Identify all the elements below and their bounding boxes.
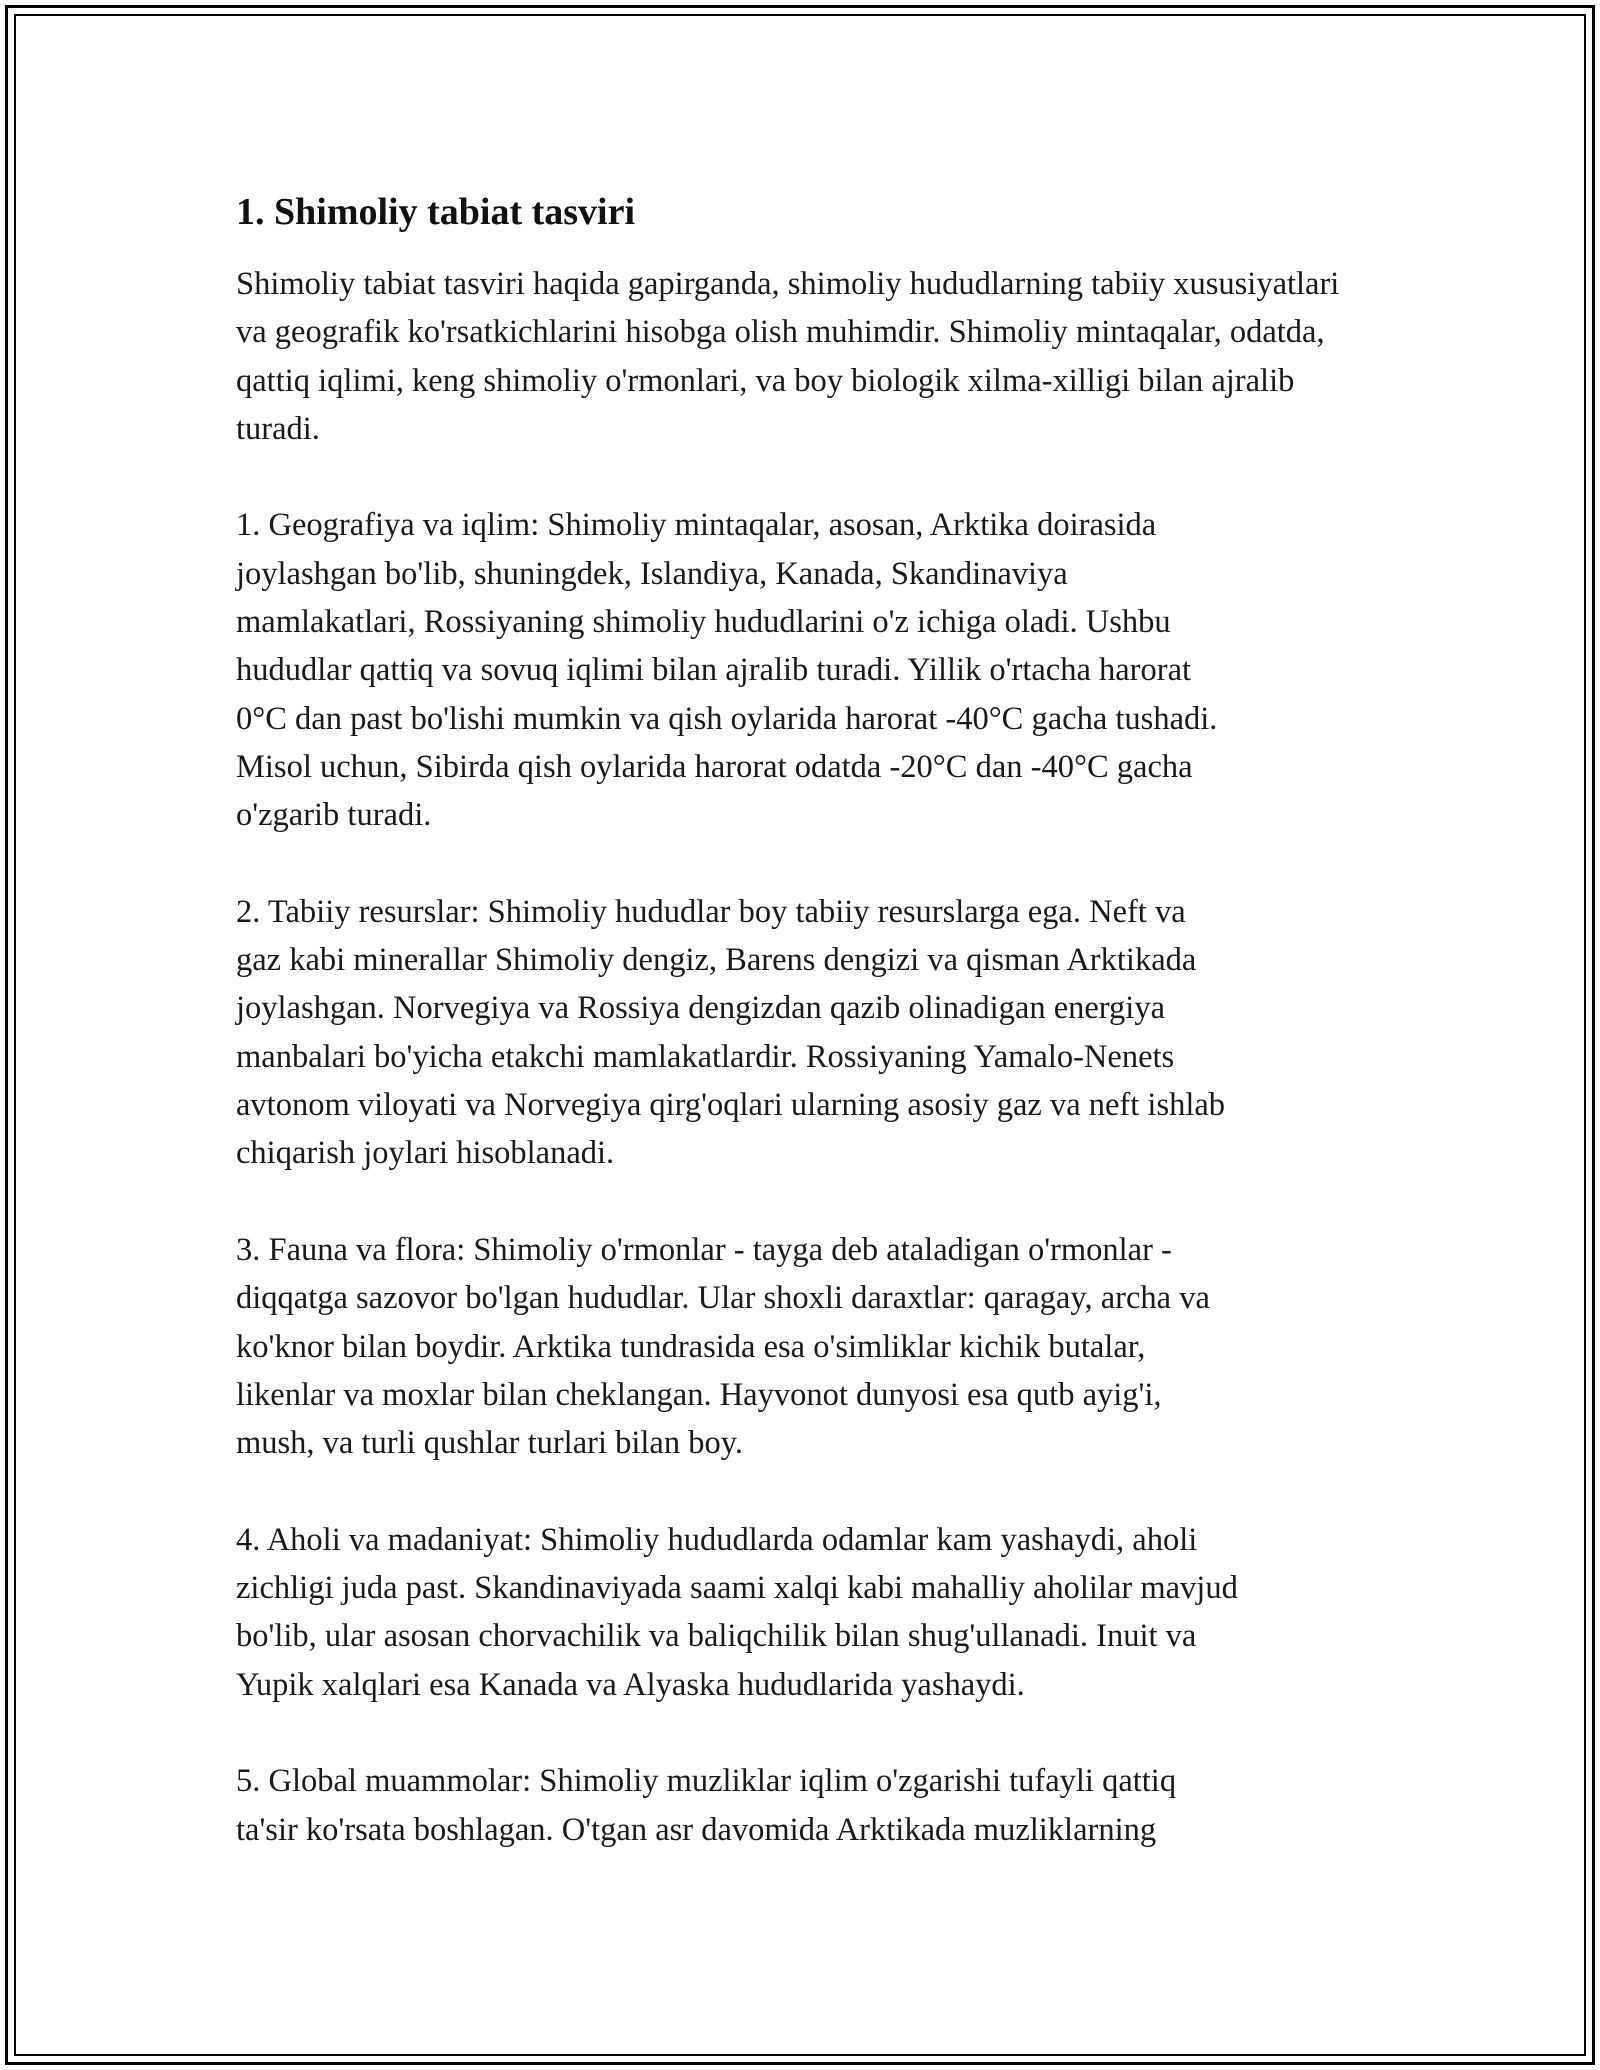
section-line: 5. Global muammolar: Shimoliy muzliklar iqlim o'zgarishi tufayli qattiq xyxy=(236,1763,1177,1800)
section-paragraph-2 xyxy=(236,888,1376,1178)
section-line: bo'lib, ular asosan chorvachilik va baliqchilik bilan shug'ullanadi. Inuit va xyxy=(236,1618,1197,1655)
section-line: likenlar va moxlar bilan cheklangan. Hayvonot dunyosi esa qutb ayig'i, xyxy=(236,1376,1162,1413)
section-line: avtonom viloyati va Norvegiya qirg'oqlari ularning asosiy gaz va neft ishlab xyxy=(236,1087,1226,1124)
sections-container xyxy=(236,501,1376,1853)
section-line: 1. Geografiya va iqlim: Shimoliy mintaqalar, asosan, Arktika doirasida xyxy=(236,507,1157,544)
section-line: chiqarish joylari hisoblanadi. xyxy=(236,1135,615,1172)
section-line: joylashgan. Norvegiya va Rossiya dengizdan qazib olinadigan energiya xyxy=(236,990,1165,1027)
section-line: ko'knor bilan boydir. Arktika tundrasida esa o'simliklar kichik butalar, xyxy=(236,1328,1146,1365)
section-line: ta'sir ko'rsata boshlagan. O'tgan asr davomida Arktikada muzliklarning xyxy=(236,1811,1157,1848)
section-line: gaz kabi minerallar Shimoliy dengiz, Barens dengizi va qisman Arktikada xyxy=(236,942,1197,979)
section-line: Misol uchun, Sibirda qish oylarida harorat odatda -20°C dan -40°C gacha xyxy=(236,748,1193,785)
intro-paragraph: Shimoliy tabiat tasviri haqida gapirganda, shimoliy hududlarning tabiiy xususiyatlari va geografik ko'rsatkichlarini hisobga olish muhimdir. Shimoliy mintaqalar, odatda, qattiq iqlimi, keng shimoliy o'rmonlari, va boy biologik xilma-xilligi bilan ajralib turadi. xyxy=(236,266,1340,447)
section-paragraph-5 xyxy=(236,1757,1376,1854)
section-line: mamlakatlari, Rossiyaning shimoliy hududlarini o'z ichiga oladi. Ushbu xyxy=(236,604,1171,641)
section-line: 3. Fauna va flora: Shimoliy o'rmonlar - tayga deb ataladigan o'rmonlar - xyxy=(236,1231,1172,1268)
document-body xyxy=(236,188,1376,1854)
section-line: manbalari bo'yicha etakchi mamlakatlardir. Rossiyaning Yamalo-Nenets xyxy=(236,1038,1175,1075)
section-paragraph-3 xyxy=(236,1226,1376,1467)
section-line: diqqatga sazovor bo'lgan hududlar. Ular shoxli daraxtlar: qaragay, archa va xyxy=(236,1280,1210,1317)
section-line: mush, va turli qushlar turlari bilan boy. xyxy=(236,1425,743,1462)
section-line: o'zgarib turadi. xyxy=(236,797,432,834)
section-line: 0°C dan past bo'lishi mumkin va qish oylarida harorat -40°C gacha tushadi. xyxy=(236,700,1218,737)
section-paragraph-4 xyxy=(236,1516,1376,1709)
section-line: 4. Aholi va madaniyat: Shimoliy hududlarda odamlar kam yashaydi, aholi xyxy=(236,1521,1198,1558)
section-paragraph-1 xyxy=(236,501,1376,839)
section-line: hududlar qattiq va sovuq iqlimi bilan ajralib turadi. Yillik o'rtacha harorat xyxy=(236,652,1192,689)
section-line: joylashgan bo'lib, shuningdek, Islandiya, Kanada, Skandinaviya xyxy=(236,555,1068,592)
section-line: Yupik xalqlari esa Kanada va Alyaska hududlarida yashaydi. xyxy=(236,1666,1025,1703)
section-line: zichligi juda past. Skandinaviyada saami xalqi kabi mahalliy aholilar mavjud xyxy=(236,1570,1238,1607)
section-line: 2. Tabiiy resurslar: Shimoliy hududlar boy tabiiy resurslarga ega. Neft va xyxy=(236,893,1186,930)
document-title: 1. Shimoliy tabiat tasviri xyxy=(236,191,636,233)
